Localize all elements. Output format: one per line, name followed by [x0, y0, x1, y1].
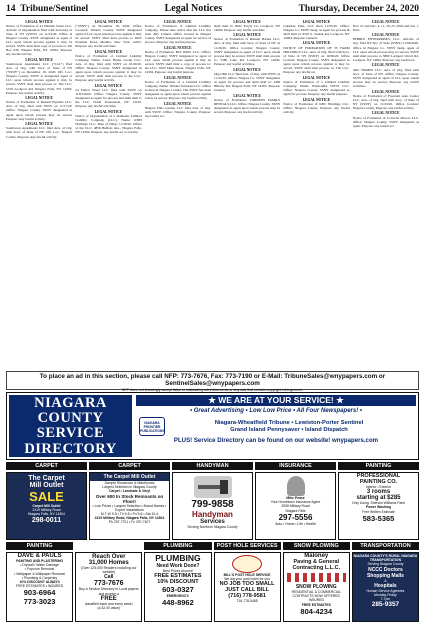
notice-heading: LEGAL NOTICE [94, 83, 123, 88]
notice-body: Lakeside Park, LLC filed 11/03/20. Office: Niagara Co. SSNY desig. as agent for process & shall mail to: 6325 S. Transit Rd, Lockport, NY 14094. Purpose: General. [283, 23, 350, 40]
tool-icon [194, 476, 232, 498]
notice-body: Notice of Formation of 41 Hannah Street LLC. Articles of Organization filed with Secretary of State of NY (SSNY) on 11/23/20. Office in Niagara County. SSNY designated as agent of LLC upon whom process against it may be served. SSNY shall mail copy of process to: PO Box 939, Niagara Falls, NY 14304. Purpose: any lawful activity. [6, 23, 73, 57]
notice-heading: LEGAL NOTICE [25, 122, 53, 127]
notice-column-4 [214, 18, 280, 370]
notice-body: Olga Hall LLC filed Arts. of Org. with SSNY on 11/25/20. Office: Niagara Co. SSNY designated as agent for process and shall mail to: 4469 Hilbury Rd, Niagara Falls, NY 14305. Purpose: General. [213, 71, 281, 92]
category-label: CARPET [89, 462, 170, 470]
notice-heading: LEGAL NOTICE [372, 89, 400, 94]
notice-body: ("SSNY") on November 18, 2020. Office Location: Ontario County. SSNY designated agent of LLC upon whom process against it may be served. SSNY shall mail process to 6925 Freeman Road, Medina, New York 14103. Purpose: any lawful activities. [75, 23, 142, 49]
category-label: PAINTING [6, 542, 73, 550]
notice-body: Notice of Formation of Freedom Auto Center LLC. Arts. of Org. filed with Secy. of State of NY (SSNY) on 11/23/20. Office location: Niagara County. Purpose: any lawful activity. [352, 93, 419, 110]
notice-heading: LEGAL NOTICE [233, 67, 261, 72]
notice-heading: LEGAL NOTICE [372, 111, 400, 116]
notice-body: PEBBLE ENTERPRISES, LLC. Articles of Org. filed NY Sec. of State (SSNY) 11/06/2020. Office in Niagara Co. SSNY desig. agent of LLC upon whom process may be served. SSNY shall mail process to 3890 Lockport Olcott Rd, Lockport, NY 14094. Purpose: any lawful act. [352, 37, 419, 62]
notice-heading: LEGAL NOTICE [25, 96, 53, 101]
notice-body: Notice of Formation of Converts Motors LLC. Office: Niagara County. SSNY designated as agent. Purpose: any lawful act. [352, 115, 419, 128]
dave-pauls-painting-ad: DAVE & PAULS PAINTING AND PLASTERING • Drywall / Water Damage • Popcorn Removal • Wallpaper & Wallpaper Removal • Plumbing & Carpentry 10% DISCOUNT ALWAYS FREE ESTIMATES • INSURED 903-6964 773-3023 [6, 552, 73, 622]
notice-heading: LEGAL NOTICE [372, 19, 400, 24]
notice-column-6 [353, 18, 419, 370]
avatar [287, 476, 305, 496]
notice-heading: LEGAL NOTICE [302, 75, 331, 80]
notice-body: Notice of Formation of Limited Liability Company. Name: Cedar Home Group LLC. Arts. of Org. filed with SSNY on 10/29/20. Office: Niagara County. SSNY designated as agent upon whom process against it may be served. SSNY shall mail process to the LLC. Purpose: Any lawful activity. [75, 53, 142, 83]
notice-body: Notice of Formation of KBC Holdings LLC. Office: Niagara County. Purpose: any lawful activity. [283, 101, 350, 114]
notice-heading: LEGAL NOTICE [164, 101, 192, 106]
notice-heading: LEGAL NOTICE [164, 45, 192, 50]
category-label: TRANSPORTATION [352, 542, 419, 550]
banner-disclaimer: NFP does not knowingly accept false or misleading advertisements or any ads that contain copyright infringement. [121, 388, 304, 392]
directory-title: NIAGARA COUNTY SERVICE DIRECTORY [9, 395, 132, 457]
notice-column-5 [283, 18, 349, 370]
category-label: PLUMBING [144, 542, 211, 550]
page-number: 14 Tribune/Sentinel [6, 4, 89, 14]
ad-contact-banner [6, 371, 419, 390]
notice-body: Notice of Formation of Russell Equities LLC. Arts. of Org. filed with SSNY on 11/17/20. Office: Niagara County. SSNY designated as agent upon whom process may be served. Purpose: Any lawful activity. [6, 100, 73, 121]
service-directory-header [6, 392, 419, 460]
notice-heading: LEGAL NOTICE [164, 75, 192, 80]
plumbing-ad: PLUMBING Need Work Done? Best Prices Around! FREE ESTIMATES 10% DISCOUNT 603-0327 EMERGENCY: 448-8962 [144, 552, 211, 622]
notice-body: Notice of Formation of Limited Liability Company. Please take notice that the LLC has been duly formed. Office located in Niagara County. SSNY designated as agent for service of process. Purpose: any lawful purpose. [144, 23, 211, 44]
transportation-ad: NIAGARA COUNTY'S RURAL NIAGARA TRANSPORTATION Serving Niagara County NCCC Doctors Shopping Malls & Hospitals Human Service Agencies Monday-Friday 7-7pm 285-9357 [352, 552, 419, 622]
notice-heading: LEGAL NOTICE [94, 19, 123, 24]
notice-body: Notice of Formation: BLT RMV, LLC. Office: Niagara County. SSNY designated as agent of LLC upon whom process against it may be served. SSNY shall mail a copy of process to: the LLC, 5920 Main Street, Niagara Falls, NY 14304. Purpose: any lawful purpose. [144, 49, 211, 75]
notice-body: 54 Fulton Street LLC filed with SSNY on 11/05/2020. Office: Niagara County. SSNY designated as agent for process and shall mail to the LLC, North Tonawanda, NY 14120. Purpose: any lawful activities. [75, 88, 142, 109]
notice-heading: LEGAL NOTICE [94, 109, 123, 114]
notice-body: Southtowns Apartments LLC ("LLC") filed Arts. of Org. with Secy. of State of NY ("SSNY") on December 16, 2020. Off. Loc.: Niagara County. SSNY is designated agent of LLC upon whom process against it may be served. SSNY shall mail process to: The LLC, 5159 Lockport Rd, Niagara Falls, NY 14305. Purpose: any lawful activity. [6, 61, 73, 95]
directory-promo [136, 395, 416, 457]
notice-body: Southtown Apartments LLC filed Arts. of Org. with Secy. of State of NY. Off. Loc.: Niagara County. Purpose: Any lawful activity. [6, 126, 73, 139]
handyman-ad: 799-9858 Handyman Services Serving Northern Niagara County [172, 472, 253, 540]
notice-body: Notice of Formation of Russell Barnes LLC. Arts. of Org. filed with Secy. of State of NY on 11/20/20. Office location: Niagara County. SSNY designated as agent of LLC upon whom process may be served. SSNY shall mail process to: 5380 Lake Rd, Lockport, NY 14094. Purpose: any lawful activities. [213, 37, 281, 66]
notice-body: Niagara Falls Garden LLC filed Arts. of Org. with SSNY. Office: Niagara County. Purpose: any lawful act. [144, 105, 211, 119]
category-label [75, 542, 142, 550]
newspaper-list: Niagara-Wheatfield Tribune • Lewiston-Porter Sentinel Grand Island Pennysaver • Island Dispatch [214, 419, 364, 433]
notice-heading: LEGAL NOTICE [233, 19, 261, 24]
carpet-mill-outlet-ad: The Carpet Mill Outlet Sample Showroom & Warehouse Largest Selection in Niagara County Carpet • Laminate & Vinyl Over 600 In Stock Remnants on Floor! • Low Prices • Largest Selection • Brand Names • Expert Installations M-T-W 9-5 • Th 9-8 • Fri 9-6 • Sat 10-4 2419 Military Road, Niagara Falls, NY 14304 Ph 297-7701 • Fx 297-7407 [89, 472, 170, 540]
notice-column-2 [75, 18, 141, 370]
carpet-mill-ad: The Carpet Mill Outlet SALE Carpet Mill Outlet 2419 Military Road Niagara Falls, NY 14304 298-0011 [6, 472, 87, 540]
snow-plowing-ad: Maloney Paving & General Contracting L.L.C. SNOW PLOWING RESIDENTIAL & COMMERCIAL CONTRACTS NOW OFFERED INSURED FREE ESTIMATES 804-4234 [283, 552, 350, 622]
category-label: HANDYMAN [172, 462, 253, 470]
row2-ads [6, 552, 419, 622]
post-hole-badge-icon [232, 555, 262, 573]
page-header [6, 3, 419, 16]
category-label: POST HOLE SERVICES [214, 542, 281, 550]
notice-body: NOTICE OF FORMATION OF 3S FARM HOLDINGS LLC. Arts. of Org. filed with Secy. of State of NY (SSNY) on 10/06/20. Office location: Niagara County. SSNY designated as agent upon whom process against it may be served. SSNY shall mail process to: The LLC. Purpose: any lawful act. [283, 45, 350, 75]
legal-notices [6, 18, 419, 370]
section-title: Legal Notices [164, 3, 223, 14]
notice-heading: LEGAL NOTICE [233, 93, 261, 98]
notice-heading: LEGAL NOTICE [233, 33, 261, 38]
notice-heading: LEGAL NOTICE [302, 19, 331, 24]
directory-tagline: • Great Advertising • Low Low Price • All Four Newspapers! • [190, 408, 362, 414]
post-hole-service-ad: BILL'S POST HOLE SERVICE We dig your post holes for you NO JOB TOO SMALL JUST CALL BILL (716) 778-9581 716-778-5465 [214, 552, 281, 622]
notice-heading: LEGAL NOTICE [94, 49, 123, 54]
notice-heading: LEGAL NOTICE [302, 97, 331, 102]
notice-heading: LEGAL NOTICE [164, 19, 192, 24]
banner-contact-line: To place an ad in this section, please call NFP: 773-7676, Fax: 773-7190 or E-Mail: TribuneSales@wnypapers.com or SentinelSales@wnypapers.com [39, 373, 386, 387]
notice-heading: LEGAL NOTICE [372, 63, 400, 68]
category-label: CARPET [6, 462, 87, 470]
notice-heading: LEGAL NOTICE [302, 41, 331, 46]
notice-body: Notice of Organization of a Domestic Limited Liability Company (LLC). Name: KNH Holdings LLC. Date of filing: 11/30/20. Office of the LLC: 4856 Buffalo Ave., Niagara Falls, NY 14304. Purpose: any lawful act or activity. [75, 114, 142, 135]
issue-date: Thursday, December 24, 2020 [298, 4, 419, 14]
website-note: PLUS! Service Directory can be found on our website! wnypapers.com [173, 437, 379, 444]
category-label: PAINTING [338, 462, 419, 470]
nfp-logo: NIAGARA FRONTIER PUBLICATIONS [139, 417, 165, 436]
notice-column-3 [145, 18, 211, 370]
notice-heading: LEGAL NOTICE [25, 57, 53, 62]
notice-body: Notice of Formation of a Limited Liability Company. Name: NIAGARA WEST LLC. Office: Niagara County. SSNY designated as agent for process. Purpose: any lawful purpose. [283, 79, 350, 97]
notice-heading: LEGAL NOTICE [25, 19, 53, 24]
category-label: SNOW PLOWING [283, 542, 350, 550]
plow-truck-icon [287, 573, 346, 582]
insurance-ad: Mike Pease Your Hometown Insurance Agent 2908 Military Road Niagara Falls 297-5556 Auto • Home • Life • Health [255, 472, 336, 540]
professional-painting-ad: PROFESSIONAL PAINTING CO. Interior • Exterior 3 rooms starting at $285 Only Using: Sherwin Williams Paint Power Washing Free Written Estimate 583-5365 [338, 472, 419, 540]
notice-heading: LEGAL NOTICE [372, 33, 400, 38]
notice-body: Nov. 27 and Dec. 4, 11, 18, 25, 2020 and Jan. 1, 2021. [352, 23, 419, 32]
category-label: INSURANCE [255, 462, 336, 470]
row1-ads [6, 472, 419, 540]
notice-body: shall mail to: 8622 Ectyly Ln, Lockport, NY 14094. Purpose: any lawful activities. [213, 23, 281, 32]
row2-categories [6, 542, 419, 550]
reach-homes-promo: Reach Over 31,000 Homes (Over 125,000 Readers including our website) Call 773-7676 Buy a Service Directory to Local papers and receive a FREE classified each and every week! (a 32.00 value) [75, 552, 142, 622]
row1-categories [6, 462, 419, 470]
notice-body: Notice of Formation of a Limited Liability Company. Name: Tribune Solutions LLC. Office located in Niagara County. The SSNY has been designated as agent upon whom process against it may be served. Purpose: any lawful activity. [144, 79, 211, 101]
notice-column-1 [6, 18, 72, 370]
we-are-at-your-service: ★ WE ARE AT YOUR SERVICE! ★ [136, 395, 416, 406]
notice-body: ARC HOMES LLC. Arts. of Org. filed with Secy. of State of NY. Office: Niagara County. SSNY designated as agent of LLC upon whom process may be served. Purpose: any lawful activities. [352, 67, 419, 88]
notice-body: Notice of Formation: TORRENS FAMILY RENTALS LLC. Office: Niagara County. SSNY designated as agent upon whom process may be served. Purpose: any lawful activity. [213, 97, 281, 114]
